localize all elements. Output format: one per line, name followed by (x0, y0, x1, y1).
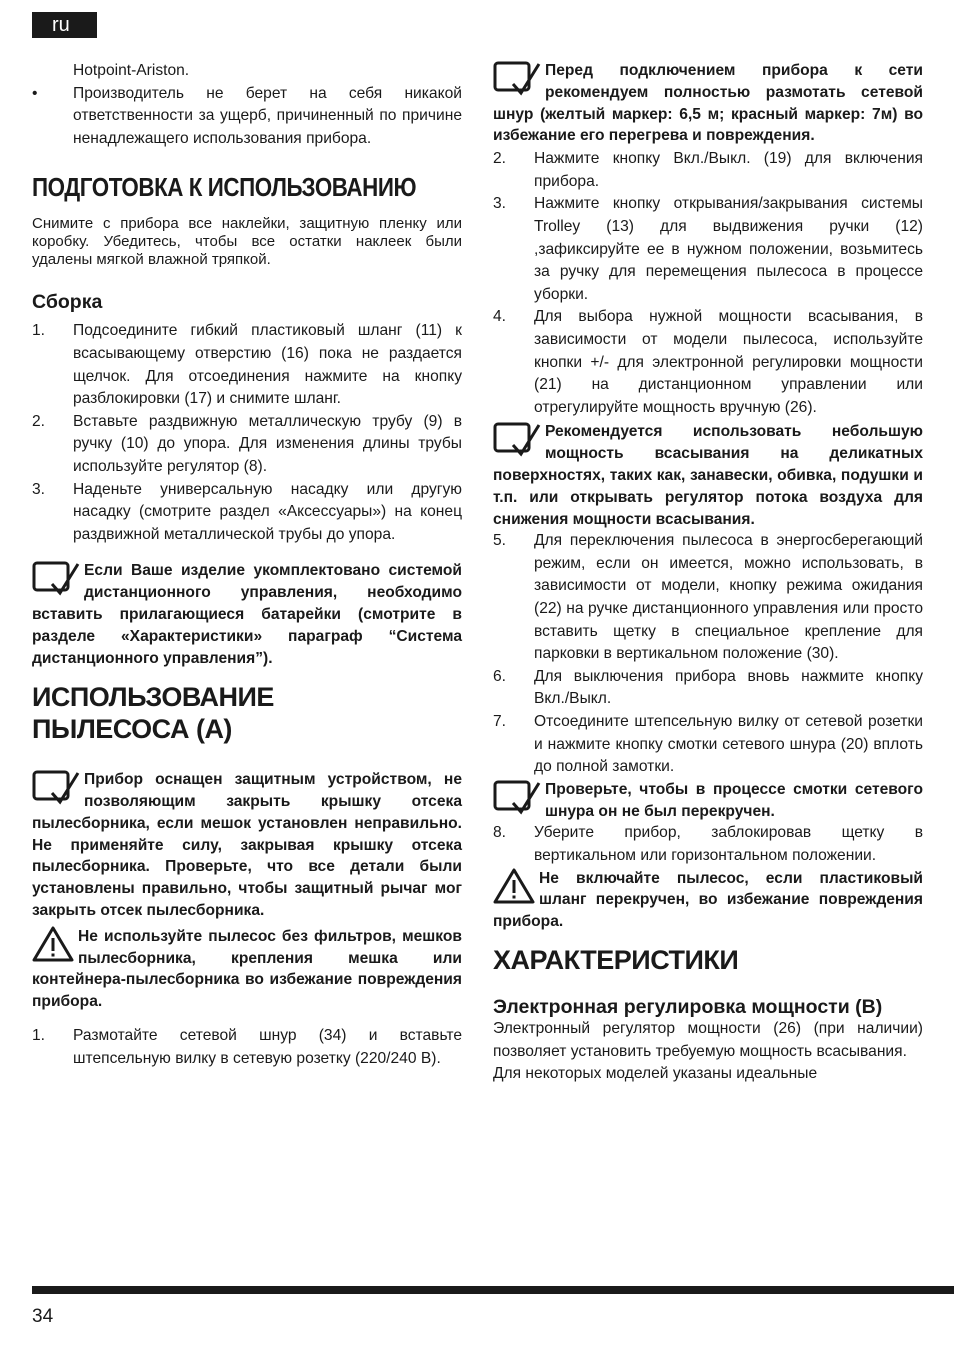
right-column (493, 60, 923, 1086)
assembly-list (32, 320, 462, 546)
list-item: 2. Вставьте раздвижную металлическую трубу (9) в ручку (10) до упора. Для изменения длины трубы используйте регулятор (8). (32, 412, 462, 475)
note-cord-unwind: Перед подключением прибора к сети рекомендуем полностью размотать сетевой шнур (желтый маркер: 6,5 м; красный маркер: 7м) во избежание его перегрева и повреждения. (493, 62, 923, 145)
assembly-title: Сборка (32, 291, 103, 314)
list-item: 6. Для выключения прибора вновь нажмите кнопку Вкл./Выкл. (493, 667, 923, 708)
intro-continuation: Hotpoint-Ariston. (73, 62, 190, 79)
list-item: 2. Нажмите кнопку Вкл./Выкл. (19) для включения прибора. (493, 150, 923, 190)
warning-filters: Не используйте пылесос без фильтров, мешков пылесборника, крепления мешка или контейнера-пылесборника во избежание повреждения прибора. (32, 927, 462, 1011)
intro-bullet: • Производитель не берет на себя никакой ответственности за ущерб, причиненный по причине ненадлежащего использования прибора. (32, 84, 462, 147)
warning-triangle-icon (32, 926, 76, 962)
check-note-icon (493, 779, 543, 815)
electronic-power-text-cont: Для некоторых моделей указаны идеальные (493, 1065, 818, 1083)
list-item: 3. Нажмите кнопку открывания/закрывания системы Trolley (13) для выдвижения ручки (12) ,зафиксируйте ее в нужном положении, возьмитесь за ручку для перемещения пылесоса в процессе уборки. (493, 195, 923, 303)
list-item: 3. Наденьте универсальную насадку или другую насадку (смотрите раздел «Аксессуары») на конец раздвижной металлической трубы до упора. (32, 480, 462, 543)
characteristics-title: ХАРАКТЕРИСТИКИ (493, 945, 739, 975)
list-item: 7. Отсоедините штепсельную вилку от сетевой розетки и нажмите кнопку смотки сетевого шнура (20) вплоть до полной замотки. (493, 713, 923, 776)
page-number: 34 (32, 1306, 54, 1327)
check-note-icon (493, 421, 543, 457)
list-item: 8. Уберите прибор, заблокировав щетку в вертикальном или горизонтальном положении. (493, 824, 923, 865)
check-note-icon (493, 60, 543, 96)
use-list-b (493, 530, 923, 779)
list-item: 1. Размотайте сетевой шнур (34) и вставьте штепсельную вилку в сетевую розетку (220/240 В). (32, 1027, 462, 1067)
electronic-power-title: Электронная регулировка мощности (B) (493, 996, 883, 1018)
footer-bar (32, 1286, 954, 1294)
note-safety-device: Прибор оснащен защитным устройством, не позволяющим закрыть крышку отсека пылесборника, если мешок установлен неправильно. Не применяйте силу, закрывая крышку отсека пылесборника. Проверьте, что все детали были установлены правильно, чтобы защитный рычаг мог закрыть отсек пылесборника. (32, 771, 462, 920)
prep-text: Снимите с прибора все наклейки, защитную пленку или коробку. Убедитесь, чтобы все остатки наклеек были удалены мягкой влажной тряпкой. (32, 215, 462, 269)
note-cord-twist: Проверьте, чтобы в процессе смотки сетевого шнура он не был перекручен. (493, 779, 923, 823)
prep-section-title: ПОДГОТОВКА К ИСПОЛЬЗОВАНИЮ (32, 172, 417, 203)
check-note-icon (32, 560, 82, 596)
check-note-icon (32, 769, 82, 805)
note-low-power: Рекомендуется использовать небольшую мощность всасывания на деликатных поверхностях, таких как, занавески, обивка, подушки и т.п. или открывать регулятор потока воздуха для снижения мощности всасывания. (493, 423, 923, 528)
note-remote-control: Если Ваше изделие укомплектовано системой дистанционного управления, необходимо вставить прилагающиеся батарейки (смотрите в разделе «Характеристики» параграф “Система дистанционного управления”). (32, 562, 462, 667)
electronic-power-text: Электронный регулятор мощности (26) (при наличии) позволяет установить требуемую мощность всасывания. (493, 1020, 923, 1060)
language-tab: ru (32, 12, 97, 38)
list-item: 4. Для выбора нужной мощности всасывания, в зависимости от модели пылесоса, используйте кнопки +/- для электронной регулировки мощности (21) на дистанционном управлении или отрегулируйте мощность вручную (26). (493, 308, 923, 416)
warning-triangle-icon (493, 868, 537, 904)
list-item: 1. Подсоедините гибкий пластиковый шланг (11) к всасывающему отверстию (16) пока не раздается щелчок. Для отсоединения нажмите на кнопку разблокировки (17) и снимите шланг. (32, 322, 462, 408)
left-column (32, 60, 462, 1070)
list-item: 5. Для переключения пылесоса в энергосберегающий режим, если он имеется, можно использовать, в зависимости от модели, кнопку режима ожидания (22) на ручке дистанционного управления или просто вставить щетку в специальное крепление для парковки в вертикальном положение (30). (493, 532, 923, 663)
use-list-a (493, 148, 923, 419)
warning-hose: Не включайте пылесос, если пластиковый шланг перекручен, во избежание повреждения прибора. (493, 869, 923, 931)
use-section-title: ИСПОЛЬЗОВАНИЕ ПЫЛЕСОСА (A) (32, 682, 274, 745)
